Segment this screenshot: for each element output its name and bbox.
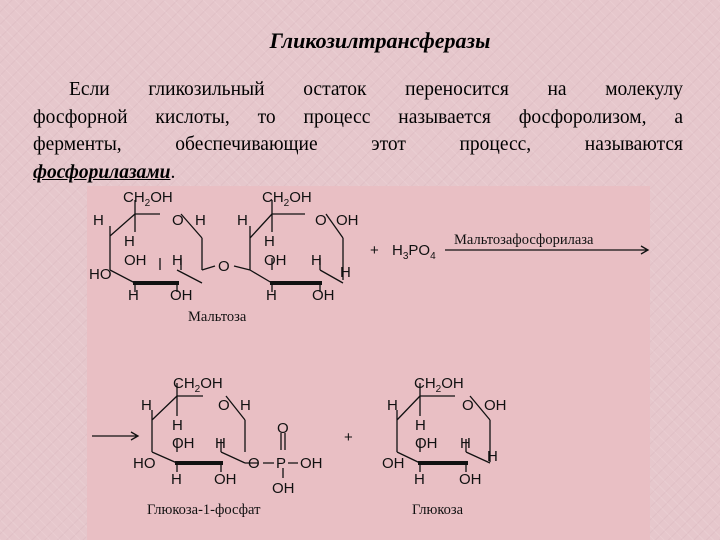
maltose-r1-oh-bot: OH [170, 287, 193, 304]
maltose-structure [89, 189, 359, 325]
glucose-oh-c3: OH [415, 435, 438, 452]
maltose-r1-h-c5: H [237, 212, 248, 229]
glucose-h-tl: H [387, 397, 398, 414]
term-period: . [170, 161, 176, 183]
glucose-structure [382, 375, 507, 518]
maltose-r1-h-bot: H [128, 287, 139, 304]
g1p-link-o: O [248, 455, 260, 472]
glucose-oh-left: OH [382, 455, 405, 472]
maltose-r1-oh-c3: OH [124, 252, 147, 269]
glucose-ch2oh: $CH_2OH$ [414, 375, 464, 395]
plus-sign-1: + [370, 242, 379, 259]
g1p-h-tl: H [141, 397, 152, 414]
maltose-bridge-o: O [218, 258, 230, 275]
glucose-h-c4: H [415, 417, 426, 434]
maltose-r1-h-c1: H [195, 212, 206, 229]
paragraph-line-2: фосфорной кислоты, то процесс называется фосфоролизом, а [33, 106, 683, 128]
maltose-r2-h-c2: H [311, 252, 322, 269]
maltose-r2-oh-c1: OH [336, 212, 359, 229]
g1p-h-c2: H [215, 435, 226, 452]
maltose-r1-h-tl: H [93, 212, 104, 229]
g1p-h-bot: H [171, 471, 182, 488]
maltose-r2-ring-o: O [315, 212, 327, 229]
g1p-oh-bot: OH [214, 471, 237, 488]
g1p-oh-bottom: OH [272, 480, 295, 497]
glucose-ring-o: O [462, 397, 474, 414]
g1p-o-double: O [277, 420, 289, 437]
maltose-r2-h-c4: H [264, 233, 275, 250]
reaction-arrow-2 [92, 432, 138, 440]
phosphoric-acid-formula: $H_3PO_4$ [392, 242, 436, 262]
g1p-h-c1: H [240, 397, 251, 414]
maltose-r1-ring-o: O [172, 212, 184, 229]
maltose-r2-oh-bot: OH [312, 287, 335, 304]
glucose-h-bot: H [414, 471, 425, 488]
glucose-1-phosphate-structure [133, 375, 323, 518]
paragraph-line-3: ферменты, обеспечивающие этот процесс, называются [33, 134, 683, 155]
maltose-r2-oh-c3: OH [264, 252, 287, 269]
maltose-label: Мальтоза [188, 309, 247, 325]
g1p-oh-c3: OH [172, 435, 195, 452]
maltose-r1-h-c2: H [172, 252, 183, 269]
maltose-r2-h-right: H [340, 264, 351, 281]
glucose-oh-bot: OH [459, 471, 482, 488]
g1p-phosphorus: P [276, 455, 287, 472]
paragraph-line-1: Если гликозильный остаток переносится на молекулу [69, 79, 683, 100]
g1p-ho: HO [133, 455, 156, 472]
term-phosphorylases: фосфорилазами [33, 161, 171, 183]
maltose-r1-ho: HO [89, 266, 112, 283]
maltose-r1-ch2oh: $CH_2OH$ [123, 189, 173, 209]
slide-title: Гликозилтрансферазы [269, 28, 491, 53]
glucose-oh-c1: OH [484, 397, 507, 414]
g1p-ring-o: O [218, 397, 230, 414]
g1p-ch2oh: $CH_2OH$ [173, 375, 223, 395]
maltose-r2-ch2oh: $CH_2OH$ [262, 189, 312, 209]
plus-sign-2: + [344, 429, 353, 446]
glucose-h-right: H [487, 448, 498, 465]
g1p-h-c4: H [172, 417, 183, 434]
enzyme-name: Мальтозафосфорилаза [454, 232, 594, 248]
maltose-r1-h-c4: H [124, 233, 135, 250]
glucose-label: Глюкоза [412, 502, 464, 518]
maltose-r2-h-bot: H [266, 287, 277, 304]
g1p-oh-right: OH [300, 455, 323, 472]
glucose-1-phosphate-label: Глюкоза-1-фосфат [147, 502, 261, 518]
glucose-h-c2: H [460, 435, 471, 452]
